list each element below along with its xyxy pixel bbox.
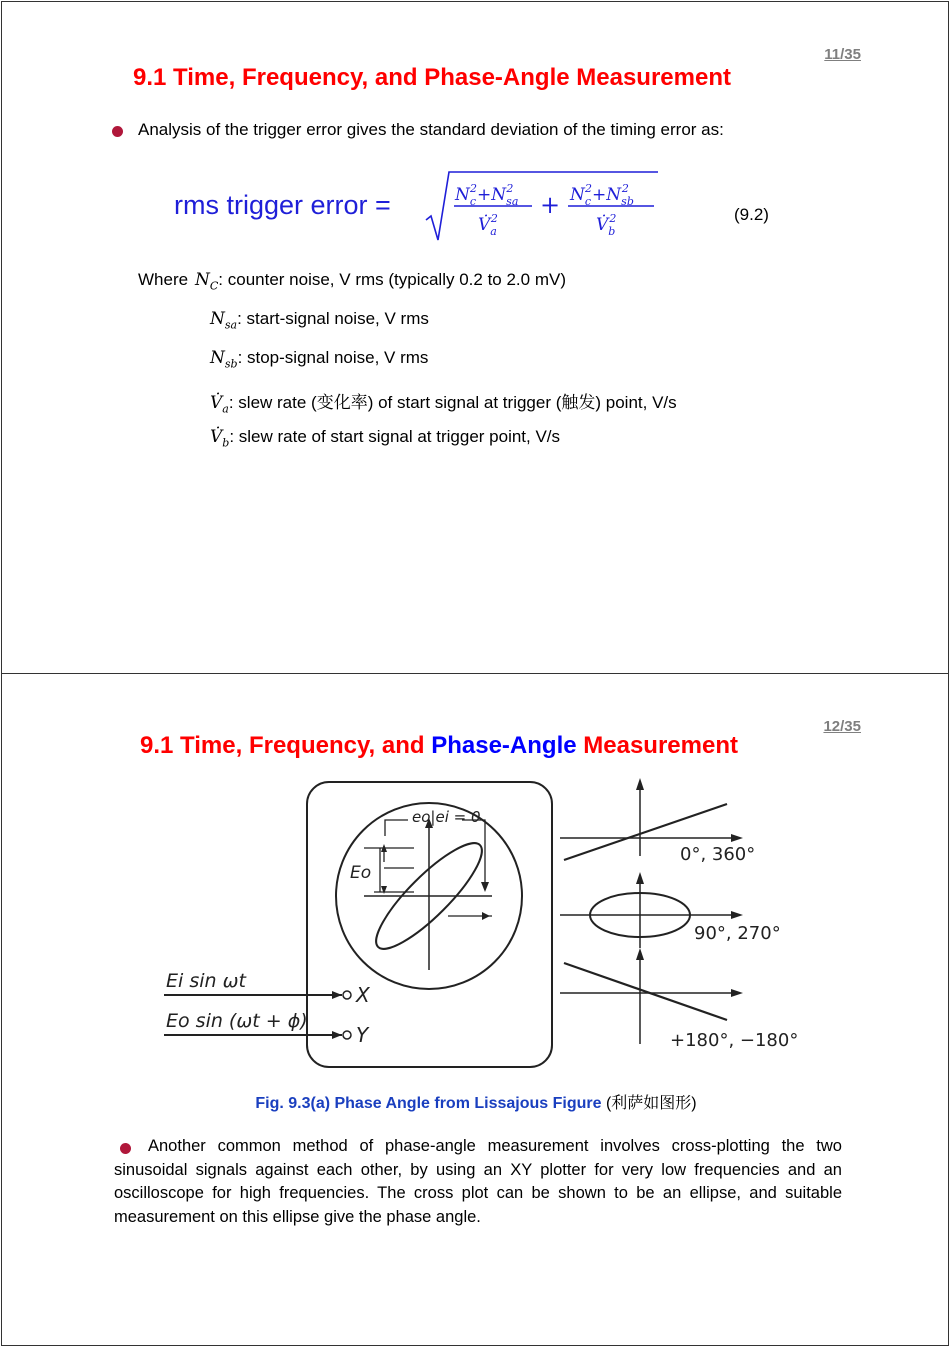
figure-caption: Fig. 9.3(a) Phase Angle from Lissajous Figure (利萨如图形) bbox=[255, 1095, 697, 1112]
numerator-2: $N_c2+N_{sb}2$ bbox=[570, 182, 634, 208]
definition-vb: $V̇_b$: slew rate of start signal at trigger point, V/s bbox=[210, 427, 561, 450]
label-eo-ei: eo|ei = 0 bbox=[412, 808, 481, 826]
denominator-2: $V̇_b2$ bbox=[596, 212, 617, 238]
page-number: 11/35 bbox=[824, 46, 861, 63]
plus-sign: + bbox=[540, 191, 561, 219]
definition-nsb: $N_{sb}$: stop-signal noise, V rms bbox=[210, 348, 429, 371]
paragraph-text: Another common method of phase-angle measurement involves cross-plotting the two sinusoidal signals against each other, by using an XY plotter for very low frequencies and an oscilloscope for high frequencies. The cross plot can be shown to be an ellipse, and suitable measurement on this ellipse give the phase angle. bbox=[114, 1137, 842, 1226]
phase-label-0: 0°, 360° bbox=[680, 844, 756, 865]
formula-rhs bbox=[422, 168, 662, 244]
bullet-icon bbox=[112, 126, 123, 137]
numerator-1: $N_c2+N_{sa}2$ bbox=[455, 182, 519, 208]
slide-title: 9.1 Time, Frequency, and Phase-Angle Measurement bbox=[133, 64, 731, 91]
where-label: Where bbox=[138, 270, 189, 289]
definition-nc: $N_C$: counter noise, V rms (typically 0.2 to 2.0 mV) bbox=[195, 270, 566, 293]
bullet-text: Analysis of the trigger error gives the standard deviation of the timing error as: bbox=[138, 120, 724, 139]
slide-12 bbox=[1, 673, 949, 1346]
equation-number: (9.2) bbox=[734, 205, 769, 224]
terminal-x: X bbox=[356, 983, 370, 1007]
input-y-signal: Eo sin (ωt + ϕ) bbox=[166, 1010, 308, 1032]
page-number: 12/35 bbox=[823, 718, 861, 735]
input-x-signal: Ei sin ωt bbox=[166, 970, 246, 992]
phase-label-180: +180°, −180° bbox=[670, 1030, 799, 1051]
phase-label-90: 90°, 270° bbox=[694, 923, 781, 944]
lissajous-figure bbox=[152, 774, 802, 1074]
terminal-y: Y bbox=[356, 1023, 369, 1047]
line-180-degrees bbox=[564, 963, 727, 1020]
definition-va: $V̇_a$: slew rate (变化率) of start signal at trigger (触发) point, V/s bbox=[210, 393, 677, 416]
slide-title: 9.1 Time, Frequency, and Phase-Angle Measurement bbox=[140, 732, 738, 759]
formula-lhs: rms trigger error = bbox=[174, 190, 391, 220]
definition-nsa: $N_{sa}$: start-signal noise, V rms bbox=[210, 309, 429, 332]
denominator-1: $V̇_a2$ bbox=[478, 212, 498, 238]
label-Eo: Eo bbox=[350, 863, 372, 883]
slide-11 bbox=[1, 1, 949, 674]
